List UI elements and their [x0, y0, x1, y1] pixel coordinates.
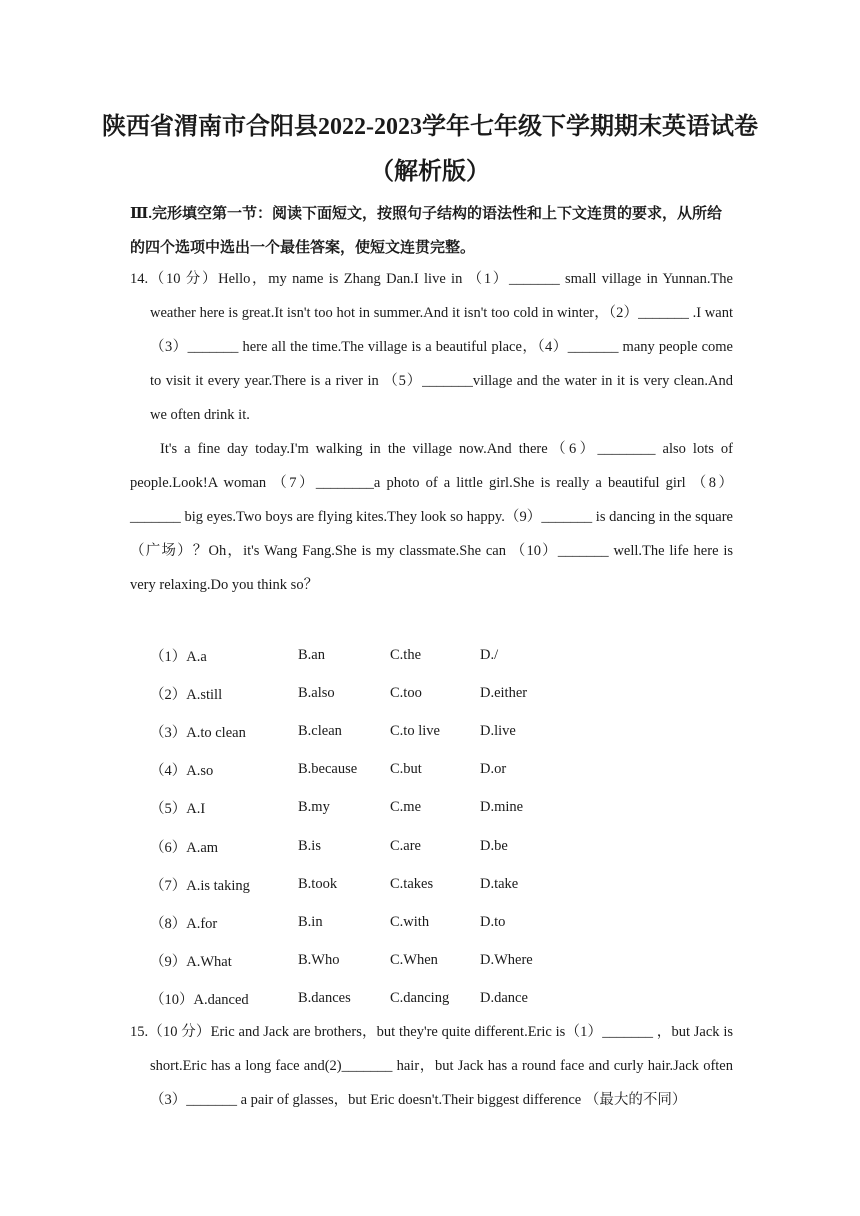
option-d: D.Where — [480, 952, 533, 969]
option-row — [150, 865, 570, 903]
option-row — [150, 674, 570, 712]
question-14-paragraph-2: It's a fine day today.I'm walking in the village now.And there（6）________ also lots of people.Look!A woman （7）________a photo of a little girl.She is really a beautiful girl （8）_______ big eyes.Two boys are flying kites.They look so happy.（9）_______ is dancing in the square（广场）？Oh，it's Wang Fang.She is my classmate.She can （10）_______ well.The life here is very relaxing.Do you think so？ — [130, 441, 733, 593]
option-row — [150, 903, 570, 941]
option-d: D.dance — [480, 990, 528, 1007]
option-c: C.takes — [390, 875, 434, 892]
option-c: C.are — [390, 837, 421, 854]
option-c: C.me — [390, 799, 422, 816]
option-c: C.to live — [390, 722, 440, 739]
option-c: C.with — [390, 913, 430, 930]
document-title: 陕西省渭南市合阳县2022-2023学年七年级下学期期末英语试卷 — [102, 114, 758, 140]
option-row — [150, 751, 570, 789]
document-subtitle: （解析版） — [370, 159, 490, 185]
option-b: B.Who — [298, 952, 340, 969]
option-a: （2）A.still — [150, 686, 223, 703]
option-d: D.to — [480, 913, 506, 930]
question-15-paragraph-1: 15.（10 分）Eric and Jack are brothers，but they're quite different.Eric is（1）_______ ，but Jack is short.Eric has a long face and(2)_______ hair，but Jack has a round face and curly hair.Jack often（3）_______ a pair of glasses，but Eric doesn't.Their biggest difference （最大的不同） — [130, 1024, 733, 1108]
option-b: B.clean — [298, 722, 342, 739]
option-b: B.my — [298, 799, 330, 816]
option-a: （1）A.a — [150, 648, 207, 665]
option-c: C.When — [390, 952, 438, 969]
option-a: （8）A.for — [150, 915, 218, 932]
option-a: （10）A.danced — [150, 992, 249, 1009]
option-a: （3）A.to clean — [150, 724, 246, 741]
option-a: （9）A.What — [150, 954, 232, 971]
option-row — [150, 980, 570, 1018]
option-d: D.be — [480, 837, 508, 854]
question-14 — [130, 262, 733, 602]
option-c: C.too — [390, 684, 422, 701]
option-row — [150, 712, 570, 750]
option-b: B.in — [298, 913, 323, 930]
option-d: D.either — [480, 684, 528, 701]
option-c: C.but — [390, 761, 422, 778]
option-b: B.because — [298, 761, 358, 778]
option-b: B.also — [298, 684, 335, 701]
option-a: （4）A.so — [150, 763, 214, 780]
option-row — [150, 827, 570, 865]
option-c: C.the — [390, 646, 422, 663]
option-a: （7）A.is taking — [150, 877, 250, 894]
option-row — [150, 789, 570, 827]
option-b: B.is — [298, 837, 321, 854]
question-14-paragraph-1: 14.（10 分）Hello，my name is Zhang Dan.I live in （1）_______ small village in Yunnan.The weather here is great.It isn't too hot in summer.And it isn't too cold in winter，（2）_______ .I want （3）_______ here all the time.The village is a beautiful place，（4）_______ many people come to visit it every year.There is a river in （5）_______village and the water in it is very clean.And we often drink it. — [130, 271, 733, 423]
option-d: D.live — [480, 722, 516, 739]
option-a: （6）A.am — [150, 839, 219, 856]
option-d: D.take — [480, 875, 519, 892]
options-table — [150, 636, 570, 1018]
option-d: D.or — [480, 761, 507, 778]
option-row — [150, 942, 570, 980]
question-15 — [130, 1015, 733, 1117]
section-heading: Ⅲ.完形填空第一节：阅读下面短文，按照句子结构的语法性和上下文连贯的要求，从所给的四个选项中选出一个最佳答案，使短文连贯完整。 — [130, 206, 723, 256]
option-b: B.dances — [298, 990, 351, 1007]
option-c: C.dancing — [390, 990, 450, 1007]
option-a: （5）A.I — [150, 801, 206, 818]
option-d: D./ — [480, 646, 499, 663]
option-d: D.mine — [480, 799, 524, 816]
option-b: B.took — [298, 875, 338, 892]
option-b: B.an — [298, 646, 325, 663]
option-row — [150, 636, 570, 674]
